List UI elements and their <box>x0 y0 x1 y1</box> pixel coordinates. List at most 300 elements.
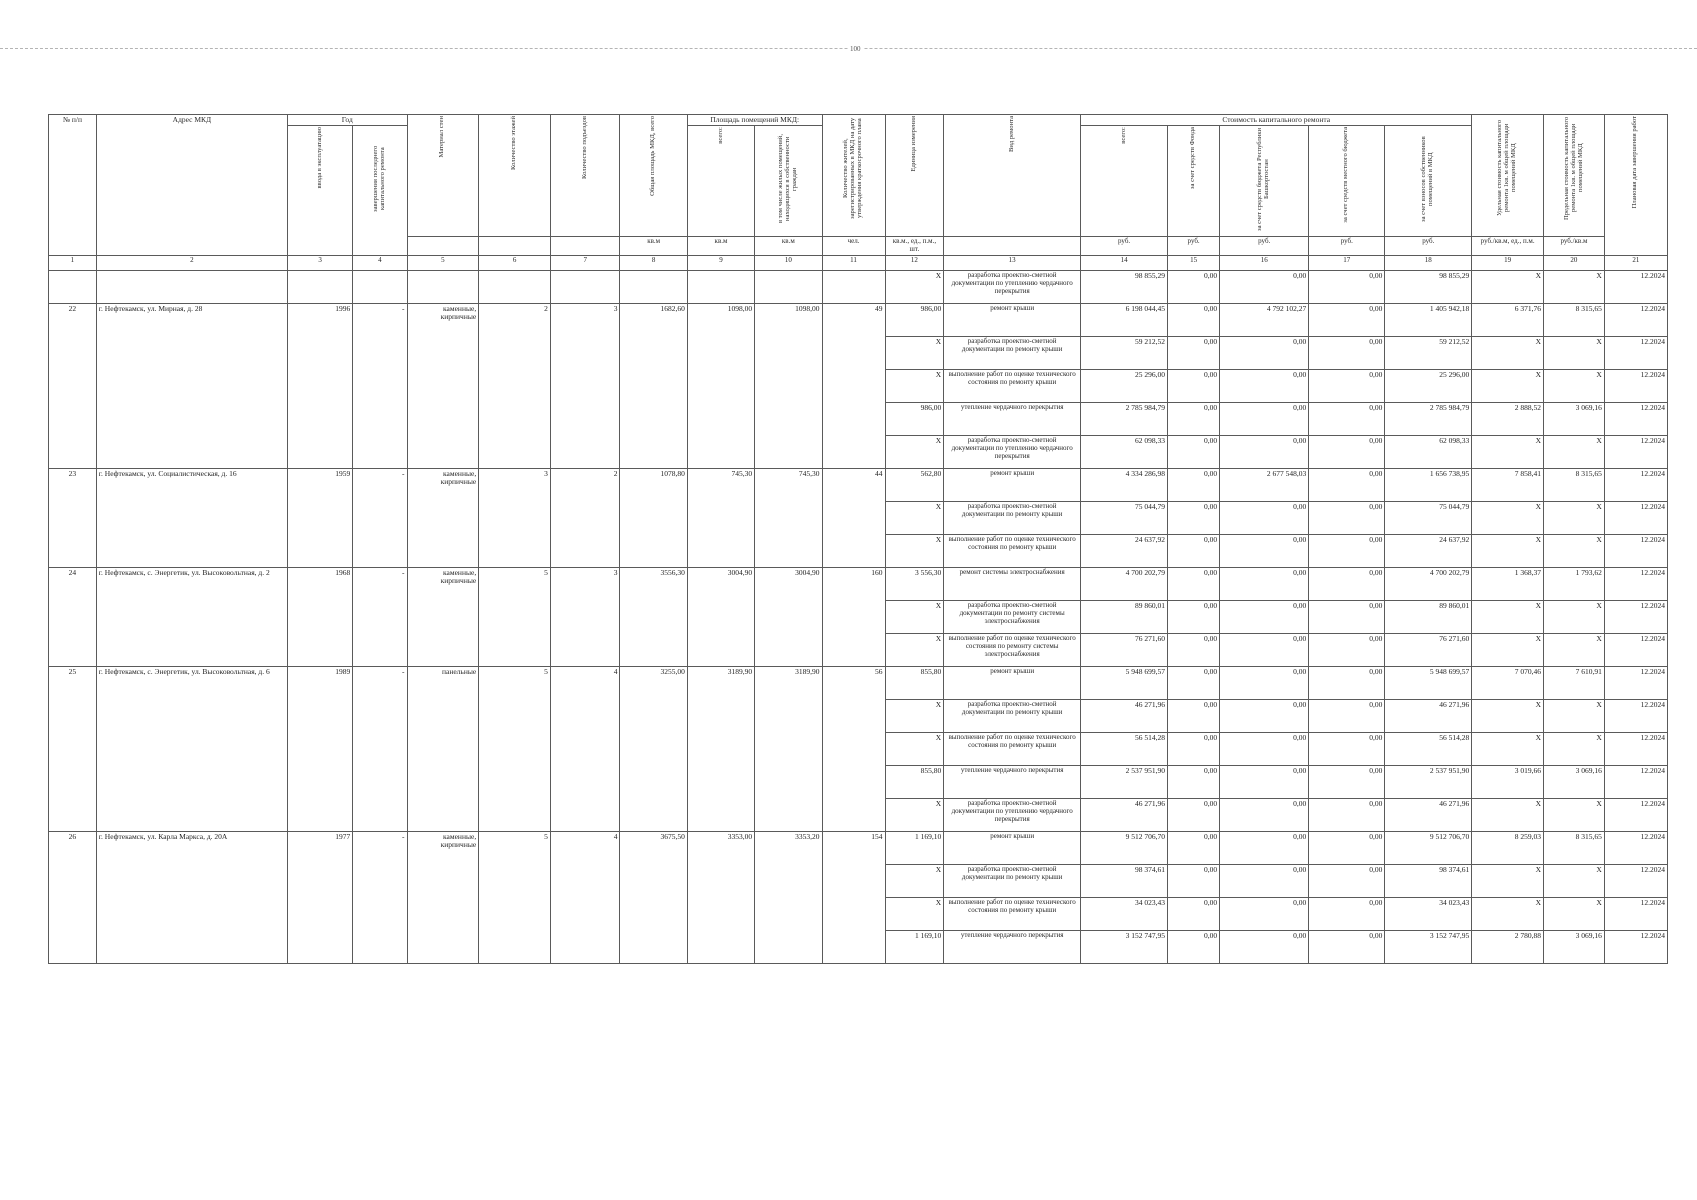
cost-owners-cell: 25 296,00 <box>1385 370 1472 403</box>
work-type-cell: ремонт крыши <box>944 304 1081 337</box>
unit-c7 <box>550 237 620 256</box>
cost-fund-cell: 0,00 <box>1168 898 1220 931</box>
work-row <box>49 337 1668 370</box>
cost-republic-cell: 0,00 <box>1220 931 1309 964</box>
max-cost-cell: 8 315,65 <box>1544 832 1605 865</box>
building-empty-cell <box>49 634 97 667</box>
carry-over-empty-cell <box>407 271 479 304</box>
building-empty-cell <box>49 898 97 931</box>
building-empty-cell <box>479 898 551 931</box>
unit-c18: руб. <box>1385 237 1472 256</box>
cost-fund-cell: 0,00 <box>1168 865 1220 898</box>
material-cell: каменные, кирпичные <box>407 832 479 865</box>
max-cost-cell: X <box>1544 733 1605 766</box>
cost-local-cell: 0,00 <box>1309 370 1385 403</box>
cost-republic-cell: 0,00 <box>1220 370 1309 403</box>
specific-cost-cell: X <box>1472 898 1544 931</box>
building-empty-cell <box>353 337 407 370</box>
work-type-cell: разработка проектно-сметной документации по ремонту крыши <box>944 700 1081 733</box>
area-all-cell: 3189,90 <box>687 667 754 700</box>
max-cost-cell: X <box>1544 700 1605 733</box>
cost-local-cell: 0,00 <box>1309 700 1385 733</box>
building-empty-cell <box>49 436 97 469</box>
building-empty-cell <box>550 700 620 733</box>
work-unit-cell: 1 169,10 <box>885 931 944 964</box>
work-row <box>49 502 1668 535</box>
building-empty-cell <box>407 403 479 436</box>
building-empty-cell <box>407 337 479 370</box>
building-empty-cell <box>687 502 754 535</box>
deadline-cell: 12.2024 <box>1604 766 1667 799</box>
cost-total-cell: 56 514,28 <box>1081 733 1168 766</box>
building-empty-cell <box>755 403 822 436</box>
residents-cell: 160 <box>822 568 885 601</box>
cost-republic-cell: 4 792 102,27 <box>1220 304 1309 337</box>
unit-c6 <box>479 237 551 256</box>
cost-total-cell: 75 044,79 <box>1081 502 1168 535</box>
building-empty-cell <box>407 898 479 931</box>
building-empty-cell <box>755 898 822 931</box>
work-type-cell: ремонт крыши <box>944 832 1081 865</box>
building-empty-cell <box>620 502 687 535</box>
work-row <box>49 865 1668 898</box>
building-empty-cell <box>755 931 822 964</box>
page-number: 100 <box>850 45 861 53</box>
address-cell: г. Нефтекамск, ул. Карла Маркса, д. 20А <box>96 832 287 865</box>
area-owned-cell: 1098,00 <box>755 304 822 337</box>
deadline-cell: 12.2024 <box>1604 535 1667 568</box>
residents-cell: 154 <box>822 832 885 865</box>
cost-local-cell: 0,00 <box>1309 634 1385 667</box>
building-empty-cell <box>407 931 479 964</box>
work-unit-cell: 986,00 <box>885 304 944 337</box>
column-index-19: 19 <box>1472 256 1544 271</box>
cost-owners-cell: 1 405 942,18 <box>1385 304 1472 337</box>
year-in-cell: 1989 <box>288 667 353 700</box>
work-type-cell: утепление чердачного перекрытия <box>944 403 1081 436</box>
building-empty-cell <box>620 766 687 799</box>
cost-local-cell: 0,00 <box>1309 799 1385 832</box>
floors-cell: 5 <box>479 568 551 601</box>
building-empty-cell <box>755 535 822 568</box>
building-empty-cell <box>288 502 353 535</box>
building-empty-cell <box>620 931 687 964</box>
cost-fund-cell: 0,00 <box>1168 304 1220 337</box>
cost-owners-cell: 3 152 747,95 <box>1385 931 1472 964</box>
work-unit-cell: 1 169,10 <box>885 832 944 865</box>
building-empty-cell <box>822 535 885 568</box>
cost-fund-cell: 0,00 <box>1168 667 1220 700</box>
material-cell: каменные, кирпичные <box>407 568 479 601</box>
cost-local-cell: 0,00 <box>1309 766 1385 799</box>
building-empty-cell <box>407 436 479 469</box>
carry-over-empty-cell <box>620 271 687 304</box>
building-empty-cell <box>755 733 822 766</box>
cost-fund-cell: 0,00 <box>1168 502 1220 535</box>
building-empty-cell <box>288 799 353 832</box>
building-empty-cell <box>96 634 287 667</box>
cost-total-cell: 62 098,33 <box>1081 436 1168 469</box>
cost-owners-cell: 56 514,28 <box>1385 733 1472 766</box>
building-empty-cell <box>687 733 754 766</box>
unit-c5 <box>407 237 479 256</box>
building-empty-cell <box>550 931 620 964</box>
col-year-group-header: Год <box>288 115 408 126</box>
carry-over-empty-cell <box>687 271 754 304</box>
cost-fund-cell: 0,00 <box>1168 436 1220 469</box>
col-cost-local-header: за счет средств местного бюджета <box>1309 126 1385 237</box>
work-type-cell: выполнение работ по оценке технического состояния по ремонту системы электроснабжения <box>944 634 1081 667</box>
building-empty-cell <box>49 337 97 370</box>
building-empty-cell <box>49 766 97 799</box>
building-empty-cell <box>49 502 97 535</box>
building-empty-cell <box>353 634 407 667</box>
deadline-cell: 12.2024 <box>1604 403 1667 436</box>
building-empty-cell <box>620 898 687 931</box>
capital-repair-table <box>48 114 1668 964</box>
year-repair-cell: - <box>353 469 407 502</box>
building-empty-cell <box>479 700 551 733</box>
building-empty-cell <box>687 898 754 931</box>
col-cost-total-header: всего: <box>1081 126 1168 237</box>
area-all-cell: 745,30 <box>687 469 754 502</box>
building-empty-cell <box>755 370 822 403</box>
specific-cost-cell: 7 070,46 <box>1472 667 1544 700</box>
col-deadline-header: Плановая дата завершения работ <box>1604 115 1667 256</box>
col-floors-header: Количество этажей <box>479 115 551 237</box>
building-row <box>49 304 1668 337</box>
building-empty-cell <box>479 337 551 370</box>
building-empty-cell <box>96 733 287 766</box>
cost-fund-cell: 0,00 <box>1168 700 1220 733</box>
specific-cost-cell: X <box>1472 601 1544 634</box>
building-empty-cell <box>687 700 754 733</box>
specific-cost-cell: X <box>1472 799 1544 832</box>
unit-c19: руб./кв.м, ед., п.м. <box>1472 237 1544 256</box>
building-empty-cell <box>407 766 479 799</box>
building-empty-cell <box>479 799 551 832</box>
specific-cost-cell: 3 019,66 <box>1472 766 1544 799</box>
cost-republic-cell: 0,00 <box>1220 634 1309 667</box>
building-empty-cell <box>687 799 754 832</box>
unit-c14: руб. <box>1081 237 1168 256</box>
header-row-1 <box>49 115 1668 126</box>
building-empty-cell <box>755 601 822 634</box>
work-row <box>49 931 1668 964</box>
cost-local-cell: 0,00 <box>1309 898 1385 931</box>
max-cost-cell: 1 793,62 <box>1544 568 1605 601</box>
max-cost-cell: 8 315,65 <box>1544 469 1605 502</box>
building-empty-cell <box>407 370 479 403</box>
building-row <box>49 469 1668 502</box>
work-row <box>49 634 1668 667</box>
work-type-cell: разработка проектно-сметной документации по ремонту крыши <box>944 865 1081 898</box>
year-in-cell: 1959 <box>288 469 353 502</box>
col-cost-owners-header: за счет взносов собственников помещений в МКД <box>1385 126 1472 237</box>
cost-republic-cell: 0,00 <box>1220 403 1309 436</box>
building-empty-cell <box>620 370 687 403</box>
deadline-cell: 12.2024 <box>1604 634 1667 667</box>
building-empty-cell <box>550 370 620 403</box>
floors-cell: 3 <box>479 469 551 502</box>
address-cell: г. Нефтекамск, ул. Социалистическая, д. 16 <box>96 469 287 502</box>
work-row <box>49 700 1668 733</box>
cost-total-cell: 25 296,00 <box>1081 370 1168 403</box>
cost-fund-cell: 0,00 <box>1168 568 1220 601</box>
work-unit-cell: X <box>885 337 944 370</box>
building-empty-cell <box>49 535 97 568</box>
building-row <box>49 568 1668 601</box>
unit-c16: руб. <box>1220 237 1309 256</box>
address-cell: г. Нефтекамск, ул. Мирная, д. 28 <box>96 304 287 337</box>
work-unit-cell: X <box>885 634 944 667</box>
entrances-cell: 4 <box>550 667 620 700</box>
building-empty-cell <box>550 634 620 667</box>
unit-c12: кв.м., ед., п.м., шт. <box>885 237 944 256</box>
col-max-cost-header: Предельная стоимость капитального ремонта 1кв. м общей площади помещений МКД <box>1544 115 1605 237</box>
building-empty-cell <box>620 700 687 733</box>
building-empty-cell <box>550 502 620 535</box>
deadline-cell: 12.2024 <box>1604 436 1667 469</box>
work-type-cell: утепление чердачного перекрытия <box>944 766 1081 799</box>
total-area-cell: 1078,80 <box>620 469 687 502</box>
column-index-15: 15 <box>1168 256 1220 271</box>
row-number-cell: 23 <box>49 469 97 502</box>
carry-over-empty-cell <box>96 271 287 304</box>
max-cost-cell: X <box>1544 370 1605 403</box>
deadline-cell: 12.2024 <box>1604 271 1667 304</box>
work-row <box>49 733 1668 766</box>
work-unit-cell: X <box>885 733 944 766</box>
building-empty-cell <box>288 700 353 733</box>
cost-owners-cell: 98 855,29 <box>1385 271 1472 304</box>
col-premises-area-header: Площадь помещений МКД: <box>687 115 822 126</box>
building-empty-cell <box>620 733 687 766</box>
building-empty-cell <box>353 733 407 766</box>
cost-local-cell: 0,00 <box>1309 601 1385 634</box>
building-empty-cell <box>822 337 885 370</box>
unit-c20: руб./кв.м <box>1544 237 1605 256</box>
max-cost-cell: X <box>1544 634 1605 667</box>
work-unit-cell: X <box>885 271 944 304</box>
floors-cell: 2 <box>479 304 551 337</box>
building-empty-cell <box>822 799 885 832</box>
cost-republic-cell: 2 677 548,03 <box>1220 469 1309 502</box>
work-type-cell: выполнение работ по оценке технического состояния по ремонту крыши <box>944 370 1081 403</box>
work-unit-cell: X <box>885 370 944 403</box>
cost-local-cell: 0,00 <box>1309 469 1385 502</box>
work-type-cell: ремонт системы электроснабжения <box>944 568 1081 601</box>
total-area-cell: 3675,50 <box>620 832 687 865</box>
cost-total-cell: 24 637,92 <box>1081 535 1168 568</box>
building-empty-cell <box>96 766 287 799</box>
cost-republic-cell: 0,00 <box>1220 568 1309 601</box>
entrances-cell: 3 <box>550 568 620 601</box>
unit-c8: кв.м <box>620 237 687 256</box>
building-empty-cell <box>550 601 620 634</box>
building-empty-cell <box>620 436 687 469</box>
column-index-10: 10 <box>755 256 822 271</box>
building-empty-cell <box>353 535 407 568</box>
floors-cell: 5 <box>479 667 551 700</box>
column-index-1: 1 <box>49 256 97 271</box>
max-cost-cell: X <box>1544 436 1605 469</box>
residents-cell: 49 <box>822 304 885 337</box>
building-empty-cell <box>96 700 287 733</box>
building-empty-cell <box>479 931 551 964</box>
column-index-row <box>49 256 1668 271</box>
building-empty-cell <box>49 931 97 964</box>
cost-local-cell: 0,00 <box>1309 304 1385 337</box>
building-empty-cell <box>96 535 287 568</box>
cost-republic-cell: 0,00 <box>1220 799 1309 832</box>
building-empty-cell <box>620 337 687 370</box>
col-address-header: Адрес МКД <box>96 115 287 256</box>
row-number-cell: 22 <box>49 304 97 337</box>
column-index-18: 18 <box>1385 256 1472 271</box>
work-unit-cell: X <box>885 436 944 469</box>
building-empty-cell <box>620 601 687 634</box>
building-empty-cell <box>822 502 885 535</box>
building-empty-cell <box>479 403 551 436</box>
building-empty-cell <box>353 799 407 832</box>
building-empty-cell <box>288 634 353 667</box>
entrances-cell: 2 <box>550 469 620 502</box>
work-type-cell: ремонт крыши <box>944 667 1081 700</box>
work-unit-cell: X <box>885 535 944 568</box>
year-repair-cell: - <box>353 832 407 865</box>
material-cell: каменные, кирпичные <box>407 304 479 337</box>
col-entrances-header: Количество подъездов <box>550 115 620 237</box>
building-empty-cell <box>288 535 353 568</box>
building-empty-cell <box>288 865 353 898</box>
col-cost-republic-header: за счет средств бюджета Республики Башкортостан <box>1220 126 1309 237</box>
column-index-5: 5 <box>407 256 479 271</box>
carry-over-row <box>49 271 1668 304</box>
deadline-cell: 12.2024 <box>1604 502 1667 535</box>
building-empty-cell <box>822 403 885 436</box>
building-empty-cell <box>822 601 885 634</box>
column-index-4: 4 <box>353 256 407 271</box>
cost-owners-cell: 24 637,92 <box>1385 535 1472 568</box>
area-owned-cell: 3353,20 <box>755 832 822 865</box>
deadline-cell: 12.2024 <box>1604 733 1667 766</box>
cost-republic-cell: 0,00 <box>1220 898 1309 931</box>
specific-cost-cell: X <box>1472 271 1544 304</box>
unit-c13 <box>944 237 1081 256</box>
work-type-cell: разработка проектно-сметной документации по ремонту крыши <box>944 502 1081 535</box>
building-empty-cell <box>687 535 754 568</box>
building-empty-cell <box>755 502 822 535</box>
building-empty-cell <box>49 733 97 766</box>
cost-fund-cell: 0,00 <box>1168 403 1220 436</box>
building-empty-cell <box>353 700 407 733</box>
cost-owners-cell: 75 044,79 <box>1385 502 1472 535</box>
cost-total-cell: 98 374,61 <box>1081 865 1168 898</box>
building-empty-cell <box>550 436 620 469</box>
building-empty-cell <box>288 766 353 799</box>
cost-republic-cell: 0,00 <box>1220 502 1309 535</box>
unit-c15: руб. <box>1168 237 1220 256</box>
building-row <box>49 832 1668 865</box>
work-type-cell: разработка проектно-сметной документации по утеплению чердачного перекрытия <box>944 436 1081 469</box>
specific-cost-cell: 1 368,37 <box>1472 568 1544 601</box>
building-empty-cell <box>550 535 620 568</box>
building-empty-cell <box>479 502 551 535</box>
deadline-cell: 12.2024 <box>1604 667 1667 700</box>
building-empty-cell <box>822 766 885 799</box>
building-empty-cell <box>822 436 885 469</box>
address-cell: г. Нефтекамск, с. Энергетик, ул. Высоковольтная, д. 2 <box>96 568 287 601</box>
work-type-cell: разработка проектно-сметной документации по утеплению чердачного перекрытия <box>944 799 1081 832</box>
work-row <box>49 403 1668 436</box>
entrances-cell: 3 <box>550 304 620 337</box>
deadline-cell: 12.2024 <box>1604 799 1667 832</box>
work-type-cell: разработка проектно-сметной документации по утеплению чердачного перекрытия <box>944 271 1081 304</box>
work-type-cell: выполнение работ по оценке технического состояния по ремонту крыши <box>944 898 1081 931</box>
cost-fund-cell: 0,00 <box>1168 931 1220 964</box>
building-empty-cell <box>407 535 479 568</box>
col-cost-fund-header: за счет средств Фонда <box>1168 126 1220 237</box>
cost-owners-cell: 4 700 202,79 <box>1385 568 1472 601</box>
max-cost-cell: X <box>1544 271 1605 304</box>
cost-total-cell: 46 271,96 <box>1081 799 1168 832</box>
cost-fund-cell: 0,00 <box>1168 337 1220 370</box>
cost-owners-cell: 59 212,52 <box>1385 337 1472 370</box>
building-empty-cell <box>755 337 822 370</box>
unit-c10: кв.м <box>755 237 822 256</box>
building-empty-cell <box>822 898 885 931</box>
cost-fund-cell: 0,00 <box>1168 799 1220 832</box>
col-no-header: № п/п <box>49 115 97 256</box>
work-type-cell: ремонт крыши <box>944 469 1081 502</box>
cost-local-cell: 0,00 <box>1309 931 1385 964</box>
col-specific-cost-header: Удельная стоимость капитального ремонта 1кв. м общей площади помещений МКД <box>1472 115 1544 237</box>
cost-owners-cell: 34 023,43 <box>1385 898 1472 931</box>
max-cost-cell: X <box>1544 535 1605 568</box>
cost-total-cell: 2 785 984,79 <box>1081 403 1168 436</box>
cost-local-cell: 0,00 <box>1309 733 1385 766</box>
column-index-11: 11 <box>822 256 885 271</box>
cost-republic-cell: 0,00 <box>1220 601 1309 634</box>
work-unit-cell: X <box>885 898 944 931</box>
deadline-cell: 12.2024 <box>1604 601 1667 634</box>
building-empty-cell <box>96 502 287 535</box>
building-empty-cell <box>407 700 479 733</box>
cost-republic-cell: 0,00 <box>1220 271 1309 304</box>
cost-local-cell: 0,00 <box>1309 436 1385 469</box>
row-number-cell: 25 <box>49 667 97 700</box>
cost-total-cell: 6 198 044,45 <box>1081 304 1168 337</box>
column-index-16: 16 <box>1220 256 1309 271</box>
column-index-14: 14 <box>1081 256 1168 271</box>
cost-local-cell: 0,00 <box>1309 403 1385 436</box>
cost-fund-cell: 0,00 <box>1168 634 1220 667</box>
year-repair-cell: - <box>353 568 407 601</box>
carry-over-empty-cell <box>288 271 353 304</box>
building-empty-cell <box>687 370 754 403</box>
cost-owners-cell: 1 656 738,95 <box>1385 469 1472 502</box>
building-empty-cell <box>822 733 885 766</box>
deadline-cell: 12.2024 <box>1604 304 1667 337</box>
area-owned-cell: 3004,90 <box>755 568 822 601</box>
col-year-repair-header: завершения последнего капитального ремонта <box>353 126 407 256</box>
entrances-cell: 4 <box>550 832 620 865</box>
cost-republic-cell: 0,00 <box>1220 436 1309 469</box>
building-empty-cell <box>687 337 754 370</box>
building-empty-cell <box>49 601 97 634</box>
building-empty-cell <box>353 502 407 535</box>
